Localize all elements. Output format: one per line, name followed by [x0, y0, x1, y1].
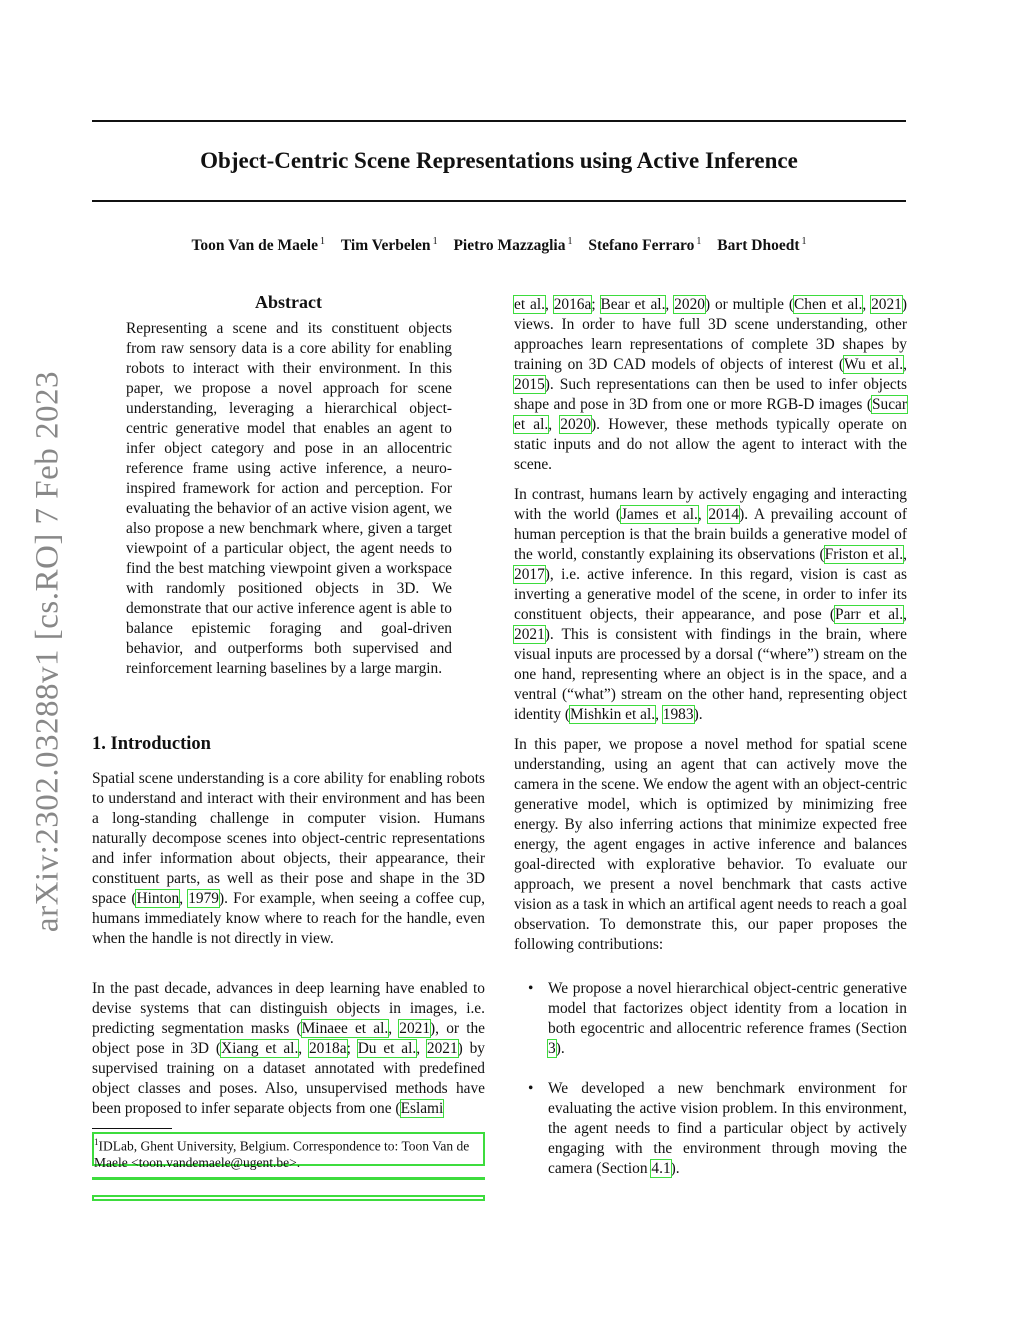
- citation-link[interactable]: 1983: [662, 706, 694, 723]
- link-box[interactable]: [92, 1195, 485, 1201]
- list-item: • We propose a novel hierarchical object-centric generative model that factorizes object identity from a location in both egocentric and allocentric reference frames (Section 3).: [548, 979, 907, 1059]
- list-item: • We developed a new benchmark environment for evaluating the active vision problem. In this environment, the agent needs to find a particular object by actively engaging with the environment through moving the camera (Section 4.1).: [548, 1079, 907, 1179]
- intro-paragraph-2: In the past decade, advances in deep learning have enabled to devise systems that can distinguish objects in images, i.e. predicting segmentation masks (Minaee et al., 2021), or the object pose in 3D (Xiang et al., 2018a; Du et al., 2021) by supervised training on a dataset annotated with predefined object classes and poses. Also, unsupervised methods have been proposed to infer separate objects from one (Eslami: [92, 980, 485, 1117]
- citation-link[interactable]: Parr et al.: [835, 606, 904, 623]
- author: Bart Dhoedt $^1$: [717, 236, 807, 255]
- arxiv-id: arXiv:2302.03288v1 [cs.RO] 7 Feb 2023: [29, 370, 66, 933]
- section-ref-link[interactable]: 4.1: [651, 1160, 671, 1177]
- citation-link[interactable]: et al.: [514, 296, 545, 313]
- citation-link[interactable]: James et al.: [621, 506, 698, 523]
- citation-link[interactable]: Xiang et al.: [220, 1040, 299, 1057]
- paragraph: In this paper, we propose a novel method for spatial scene understanding, using an agent that can actively move the camera in the scene. We endow the agent with an object-centric generative model, which is optimized by minimizing free energy. By also inferring actions that minimize expected free energy, the agent engages in active inference and balances goal-directed with explorative behavior. To evaluate our approach, we present a novel benchmark that casts active vision as a task in which an artifical agent needs to reach a goal observation. To demonstrate this, our paper proposes the following contributions:: [514, 736, 907, 953]
- author: Stefano Ferraro $^1$: [588, 236, 702, 255]
- author-list: [92, 236, 906, 255]
- section-ref-link[interactable]: 3: [548, 1040, 556, 1057]
- citation-link[interactable]: 2021: [426, 1040, 458, 1057]
- author: Pietro Mazzaglia $^1$: [453, 236, 573, 255]
- citation-link[interactable]: 2021: [871, 296, 902, 313]
- citation-link[interactable]: Bear et al.: [600, 296, 666, 313]
- title-bottom-rule: [92, 200, 906, 202]
- citation-link[interactable]: 2021: [399, 1020, 431, 1037]
- title-top-rule: [92, 120, 906, 122]
- citation-link[interactable]: 2015: [514, 376, 545, 393]
- citation-link[interactable]: 2014: [708, 506, 740, 523]
- citation-link[interactable]: Minaee et al.: [301, 1020, 389, 1037]
- link-box[interactable]: [92, 1177, 485, 1180]
- citation-link[interactable]: Mishkin et al.: [570, 706, 656, 723]
- right-column: [514, 295, 907, 1199]
- section-heading-introduction: 1. Introduction: [92, 734, 211, 754]
- citation-link[interactable]: 2020: [560, 416, 592, 433]
- citation-link[interactable]: Du et al.: [357, 1040, 417, 1057]
- contribution-list: [514, 979, 907, 1179]
- footnote[interactable]: $^1$IDLab, Ghent University, Belgium. Correspondence to: Toon Van de Maele <toon.vandemaele@ugent.be>.: [92, 1132, 485, 1166]
- citation-link[interactable]: Hinton: [136, 890, 180, 907]
- paper-title: Object-Centric Scene Representations using Active Inference: [200, 148, 798, 173]
- citation-link[interactable]: 2016a: [553, 296, 592, 313]
- arxiv-stamp: [18, 363, 78, 963]
- citation-link[interactable]: 2017: [514, 566, 545, 583]
- paragraph: et al., 2016a; Bear et al., 2020) or multiple (Chen et al., 2021) views. In order to have full 3D scene understanding, other approaches learn representations of complete 3D shapes by training on 3D CAD models of objects of interest (Wu et al., 2015). Such representations can then be used to infer objects shape and pose in 3D from one or more RGB-D images (Sucar et al., 2020). However, these methods typically operate on static inputs and do not allow the agent to interact with the scene.: [514, 296, 908, 473]
- author: Tim Verbelen $^1$: [340, 236, 438, 255]
- paragraph: In contrast, humans learn by actively engaging and interacting with the world (James et al., 2014). A prevailing account of human perception is that the brain builds a generative model of the world, constantly explaining its observations (Friston et al., 2017), i.e. active inference. In this regard, vision is cast as inverting a generative model of the scene, in order to infer its constituent objects, their appearance, and pose (Parr et al., 2021). This is consistent with findings in the brain, where visual inputs are processed by a dorsal (“where”) stream on the one hand, representing where an object is in the space, and a ventral (“what”) stream on the other hand, representing object identity (Mishkin et al., 1983).: [514, 486, 908, 723]
- footnote-rule: [92, 1128, 172, 1129]
- citation-link[interactable]: Chen et al.: [794, 296, 863, 313]
- citation-link[interactable]: 2021: [514, 626, 545, 643]
- citation-link[interactable]: Sucar et al.: [514, 396, 907, 433]
- citation-link[interactable]: Wu et al.: [844, 356, 904, 373]
- citation-link[interactable]: Eslami: [400, 1100, 444, 1117]
- citation-link[interactable]: 1979: [188, 890, 219, 907]
- citation-link[interactable]: 2020: [674, 296, 705, 313]
- abstract-text: Representing a scene and its constituent objects from raw sensory data is a core ability for enabling robots to interact with their environment. In this paper, we propose a novel approach for scene understanding, leveraging a hierarchical object-centric generative model that enables an agent to infer object category and pose in an allocentric reference frame using active inference, a neuro-inspired framework for action and perception. For evaluating the behavior of an active vision agent, we also propose a new benchmark where, given a target viewpoint of a particular object, the agent needs to find the best matching viewpoint given a workspace with randomly positioned objects in 3D. We demonstrate that our active inference agent is able to balance epistemic foraging and goal-driven behavior, and outperforms both supervised and reinforcement learning baselines by a large margin.: [126, 320, 452, 677]
- citation-link[interactable]: 2018a: [308, 1040, 347, 1057]
- citation-link[interactable]: Friston et al.: [824, 546, 904, 563]
- abstract-heading: Abstract: [255, 292, 322, 312]
- author: Toon Van de Maele $^1$: [191, 236, 325, 255]
- intro-paragraph-1: Spatial scene understanding is a core ability for enabling robots to understand and interact with their environment and has been a long-standing challenge in computer vision. Humans naturally decompose scenes into object-centric representations and infer information about objects, their appearance, their constituent parts, as well as their pose and shape in the 3D space (Hinton, 1979). For example, when seeing a coffee cup, humans immediately know where to reach for the handle, even when the handle is not directly in view.: [92, 770, 486, 947]
